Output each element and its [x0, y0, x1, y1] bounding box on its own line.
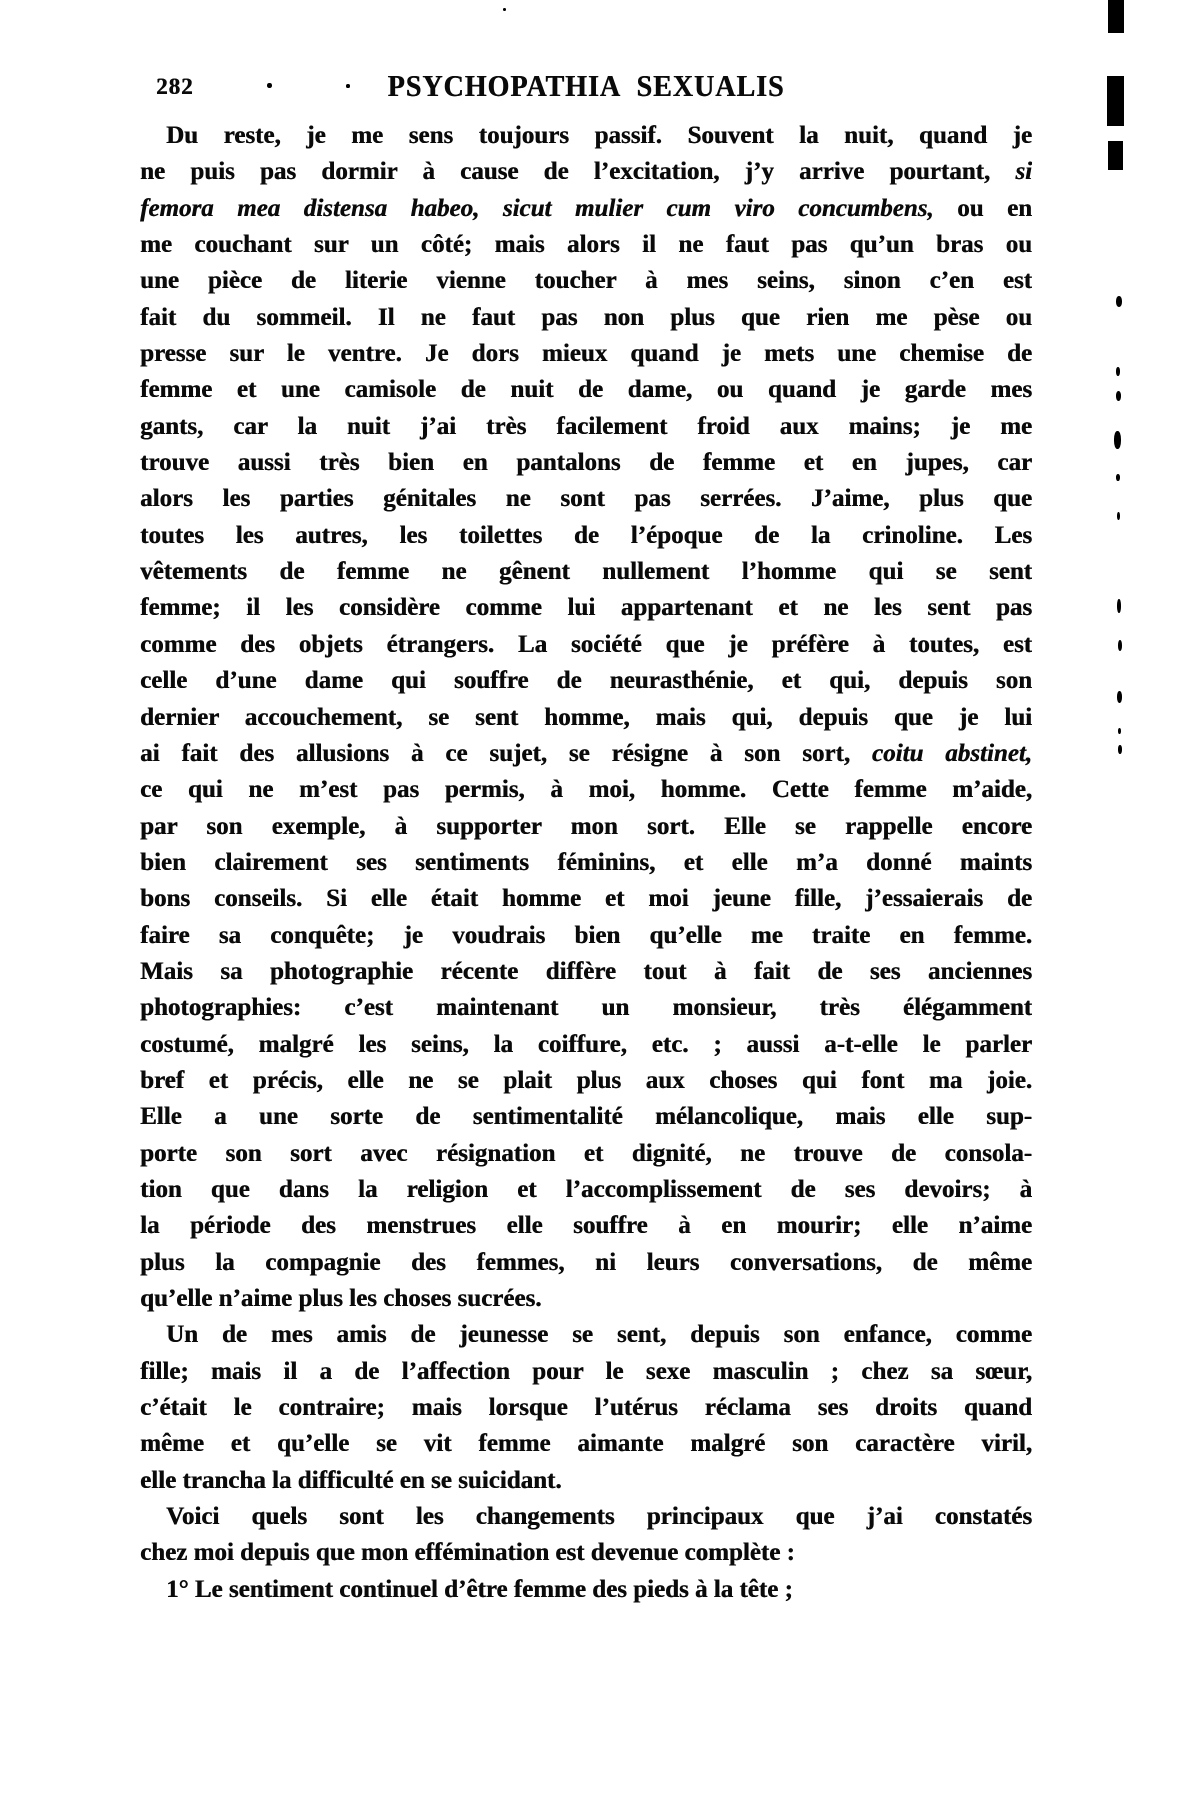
text-line [140, 772, 1032, 808]
text-segment: ai fait des allusions à ce sujet, se résigne à son sort, [140, 739, 872, 767]
text-line [140, 881, 1032, 917]
text-line [140, 1172, 1032, 1208]
text-segment: fait du sommeil. Il ne faut pas non plus que rien me pèse ou [140, 303, 1032, 331]
italic-text-segment: coitu abstinet, [871, 739, 1032, 767]
ink-smudge [1116, 296, 1122, 307]
text-line [140, 590, 1032, 626]
text-segment: trouve aussi très bien en pantalons de femme et en jupes, car [140, 449, 1032, 477]
text-line [140, 154, 1032, 190]
text-segment: ce qui ne m’est pas permis, à moi, homme. Cette femme m’aide, [140, 776, 1032, 804]
text-line [140, 627, 1032, 663]
text-line [140, 845, 1032, 881]
text-line [140, 1535, 1032, 1571]
text-line [140, 372, 1032, 408]
text-segment: vêtements de femme ne gênent nullement l’homme qui se sent [140, 558, 1032, 586]
text-segment: Mais sa photographie récente diffère tout à fait de ses anciennes [140, 957, 1032, 985]
text-segment: alors les parties génitales ne sont pas serrées. J’aime, plus que [140, 485, 1032, 513]
text-line [140, 1063, 1032, 1099]
text-segment: par son exemple, à supporter mon sort. Elle se rappelle encore [140, 812, 1032, 840]
text-line [140, 663, 1032, 699]
text-segment: gants, car la nuit j’ai très facilement froid aux mains; je me [140, 412, 1032, 440]
text-segment: Voici quels sont les changements principaux que j’ai constatés [166, 1503, 1032, 1531]
text-segment: celle d’une dame qui souffre de neurasthénie, et qui, depuis son [140, 667, 1032, 695]
text-line [140, 1499, 1032, 1535]
ink-bar [1108, 141, 1123, 170]
text-line [140, 409, 1032, 445]
ink-smudge [1117, 691, 1122, 703]
ink-bar [1107, 76, 1124, 126]
text-line [140, 191, 1032, 227]
text-segment: Elle a une sorte de sentimentalité mélancolique, mais elle sup- [140, 1103, 1032, 1131]
text-line [140, 1208, 1032, 1244]
text-segment: chez moi depuis que mon effémination est devenue complète : [140, 1539, 795, 1567]
text-line [140, 1390, 1032, 1426]
text-line [140, 554, 1032, 590]
text-line [140, 1354, 1032, 1390]
text-segment: comme des objets étrangers. La société que je préfère à toutes, est [140, 630, 1032, 658]
text-segment: elle trancha la difficulté en se suicidant. [140, 1466, 562, 1494]
text-line [140, 1027, 1032, 1063]
text-line [140, 736, 1032, 772]
text-line [140, 809, 1032, 845]
italic-text-segment: femora mea distensa habeo, sicut mulier cum viro concumbens, [140, 194, 934, 222]
ink-smudge [1118, 640, 1122, 651]
text-segment: la période des menstrues elle souffre à en mourir; elle n’aime [140, 1212, 1032, 1240]
text-line [140, 1426, 1032, 1462]
text-segment: une pièce de literie vienne toucher à mes seins, sinon c’en est [140, 267, 1032, 295]
text-segment: ne puis pas dormir à cause de l’excitation, j’y arrive pourtant, [140, 158, 1016, 186]
text-segment: bref et précis, elle ne se plait plus aux choses qui font ma joie. [140, 1066, 1032, 1094]
text-line [140, 990, 1032, 1026]
text-segment: me couchant sur un côté; mais alors il ne faut pas qu’un bras ou [140, 231, 1032, 259]
text-line [140, 1317, 1032, 1353]
text-line [140, 1572, 1032, 1608]
text-segment: costumé, malgré les seins, la coiffure, etc. ; aussi a-t-elle le parler [140, 1030, 1032, 1058]
text-segment: plus la compagnie des femmes, ni leurs conversations, de même [140, 1248, 1032, 1276]
text-line [140, 700, 1032, 736]
text-line [140, 300, 1032, 336]
text-line [140, 227, 1032, 263]
text-segment: tion que dans la religion et l’accomplissement de ses devoirs; à [140, 1175, 1032, 1203]
text-line [140, 518, 1032, 554]
text-segment: Du reste, je me sens toujours passif. Souvent la nuit, quand je [166, 122, 1032, 149]
text-segment: 1° Le sentiment continuel d’être femme des pieds à la tête ; [166, 1575, 793, 1603]
text-segment: bien clairement ses sentiments féminins, et elle m’a donné maints [140, 848, 1032, 876]
text-segment: femme; il les considère comme lui appartenant et ne les sent pas [140, 594, 1032, 622]
ink-smudge [1118, 728, 1121, 734]
text-segment: qu’elle n’aime plus les choses sucrées. [140, 1285, 542, 1312]
text-segment: porte son sort avec résignation et dignité, ne trouve de consola- [140, 1139, 1032, 1167]
text-segment: toutes les autres, les toilettes de l’époque de la crinoline. Les [140, 521, 1032, 549]
ink-bar [1108, 0, 1124, 33]
ink-smudge [1117, 599, 1121, 613]
text-segment: même et qu’elle se vit femme aimante malgré son caractère viril, [140, 1430, 1032, 1458]
ink-speck [267, 83, 272, 88]
text-segment: presse sur le ventre. Je dors mieux quand je mets une chemise de [140, 340, 1032, 368]
page-number: 282 [156, 74, 194, 99]
text-line [140, 263, 1032, 299]
text-line [140, 118, 1032, 154]
text-line [140, 445, 1032, 481]
text-segment: bons conseils. Si elle était homme et moi jeune fille, j’essaierais de [140, 885, 1032, 913]
text-segment: photographies: c’est maintenant un monsieur, très élégamment [140, 994, 1032, 1022]
running-header-title: PSYCHOPATHIA SEXUALIS [387, 70, 785, 104]
page-body-text [140, 118, 1032, 1608]
text-line [140, 336, 1032, 372]
ink-smudge [1116, 474, 1120, 481]
text-segment: Un de mes amis de jeunesse se sent, depuis son enfance, comme [166, 1321, 1032, 1349]
ink-smudge [1116, 367, 1120, 376]
text-line [140, 1463, 1032, 1499]
text-segment: c’était le contraire; mais lorsque l’utérus réclama ses droits quand [140, 1394, 1032, 1422]
text-line [140, 1245, 1032, 1281]
text-line [140, 481, 1032, 517]
ink-speck [346, 84, 350, 88]
italic-text-segment: si [1015, 158, 1032, 186]
text-line [140, 1136, 1032, 1172]
text-segment: faire sa conquête; je voudrais bien qu’elle me traite en femme. [140, 921, 1032, 949]
text-segment: femme et une camisole de nuit de dame, ou quand je garde mes [140, 376, 1032, 404]
text-segment: fille; mais il a de l’affection pour le sexe masculin ; chez sa sœur, [140, 1357, 1032, 1385]
ink-smudge [1116, 391, 1121, 401]
text-line [140, 954, 1032, 990]
ink-speck [503, 8, 506, 11]
text-segment: ou en [933, 194, 1032, 222]
text-segment: dernier accouchement, se sent homme, mais qui, depuis que je lui [140, 703, 1032, 731]
text-line [140, 1281, 1032, 1317]
text-line [140, 918, 1032, 954]
text-line [140, 1099, 1032, 1135]
ink-smudge [1117, 512, 1120, 520]
ink-smudge [1114, 431, 1121, 449]
ink-smudge [1118, 745, 1122, 754]
